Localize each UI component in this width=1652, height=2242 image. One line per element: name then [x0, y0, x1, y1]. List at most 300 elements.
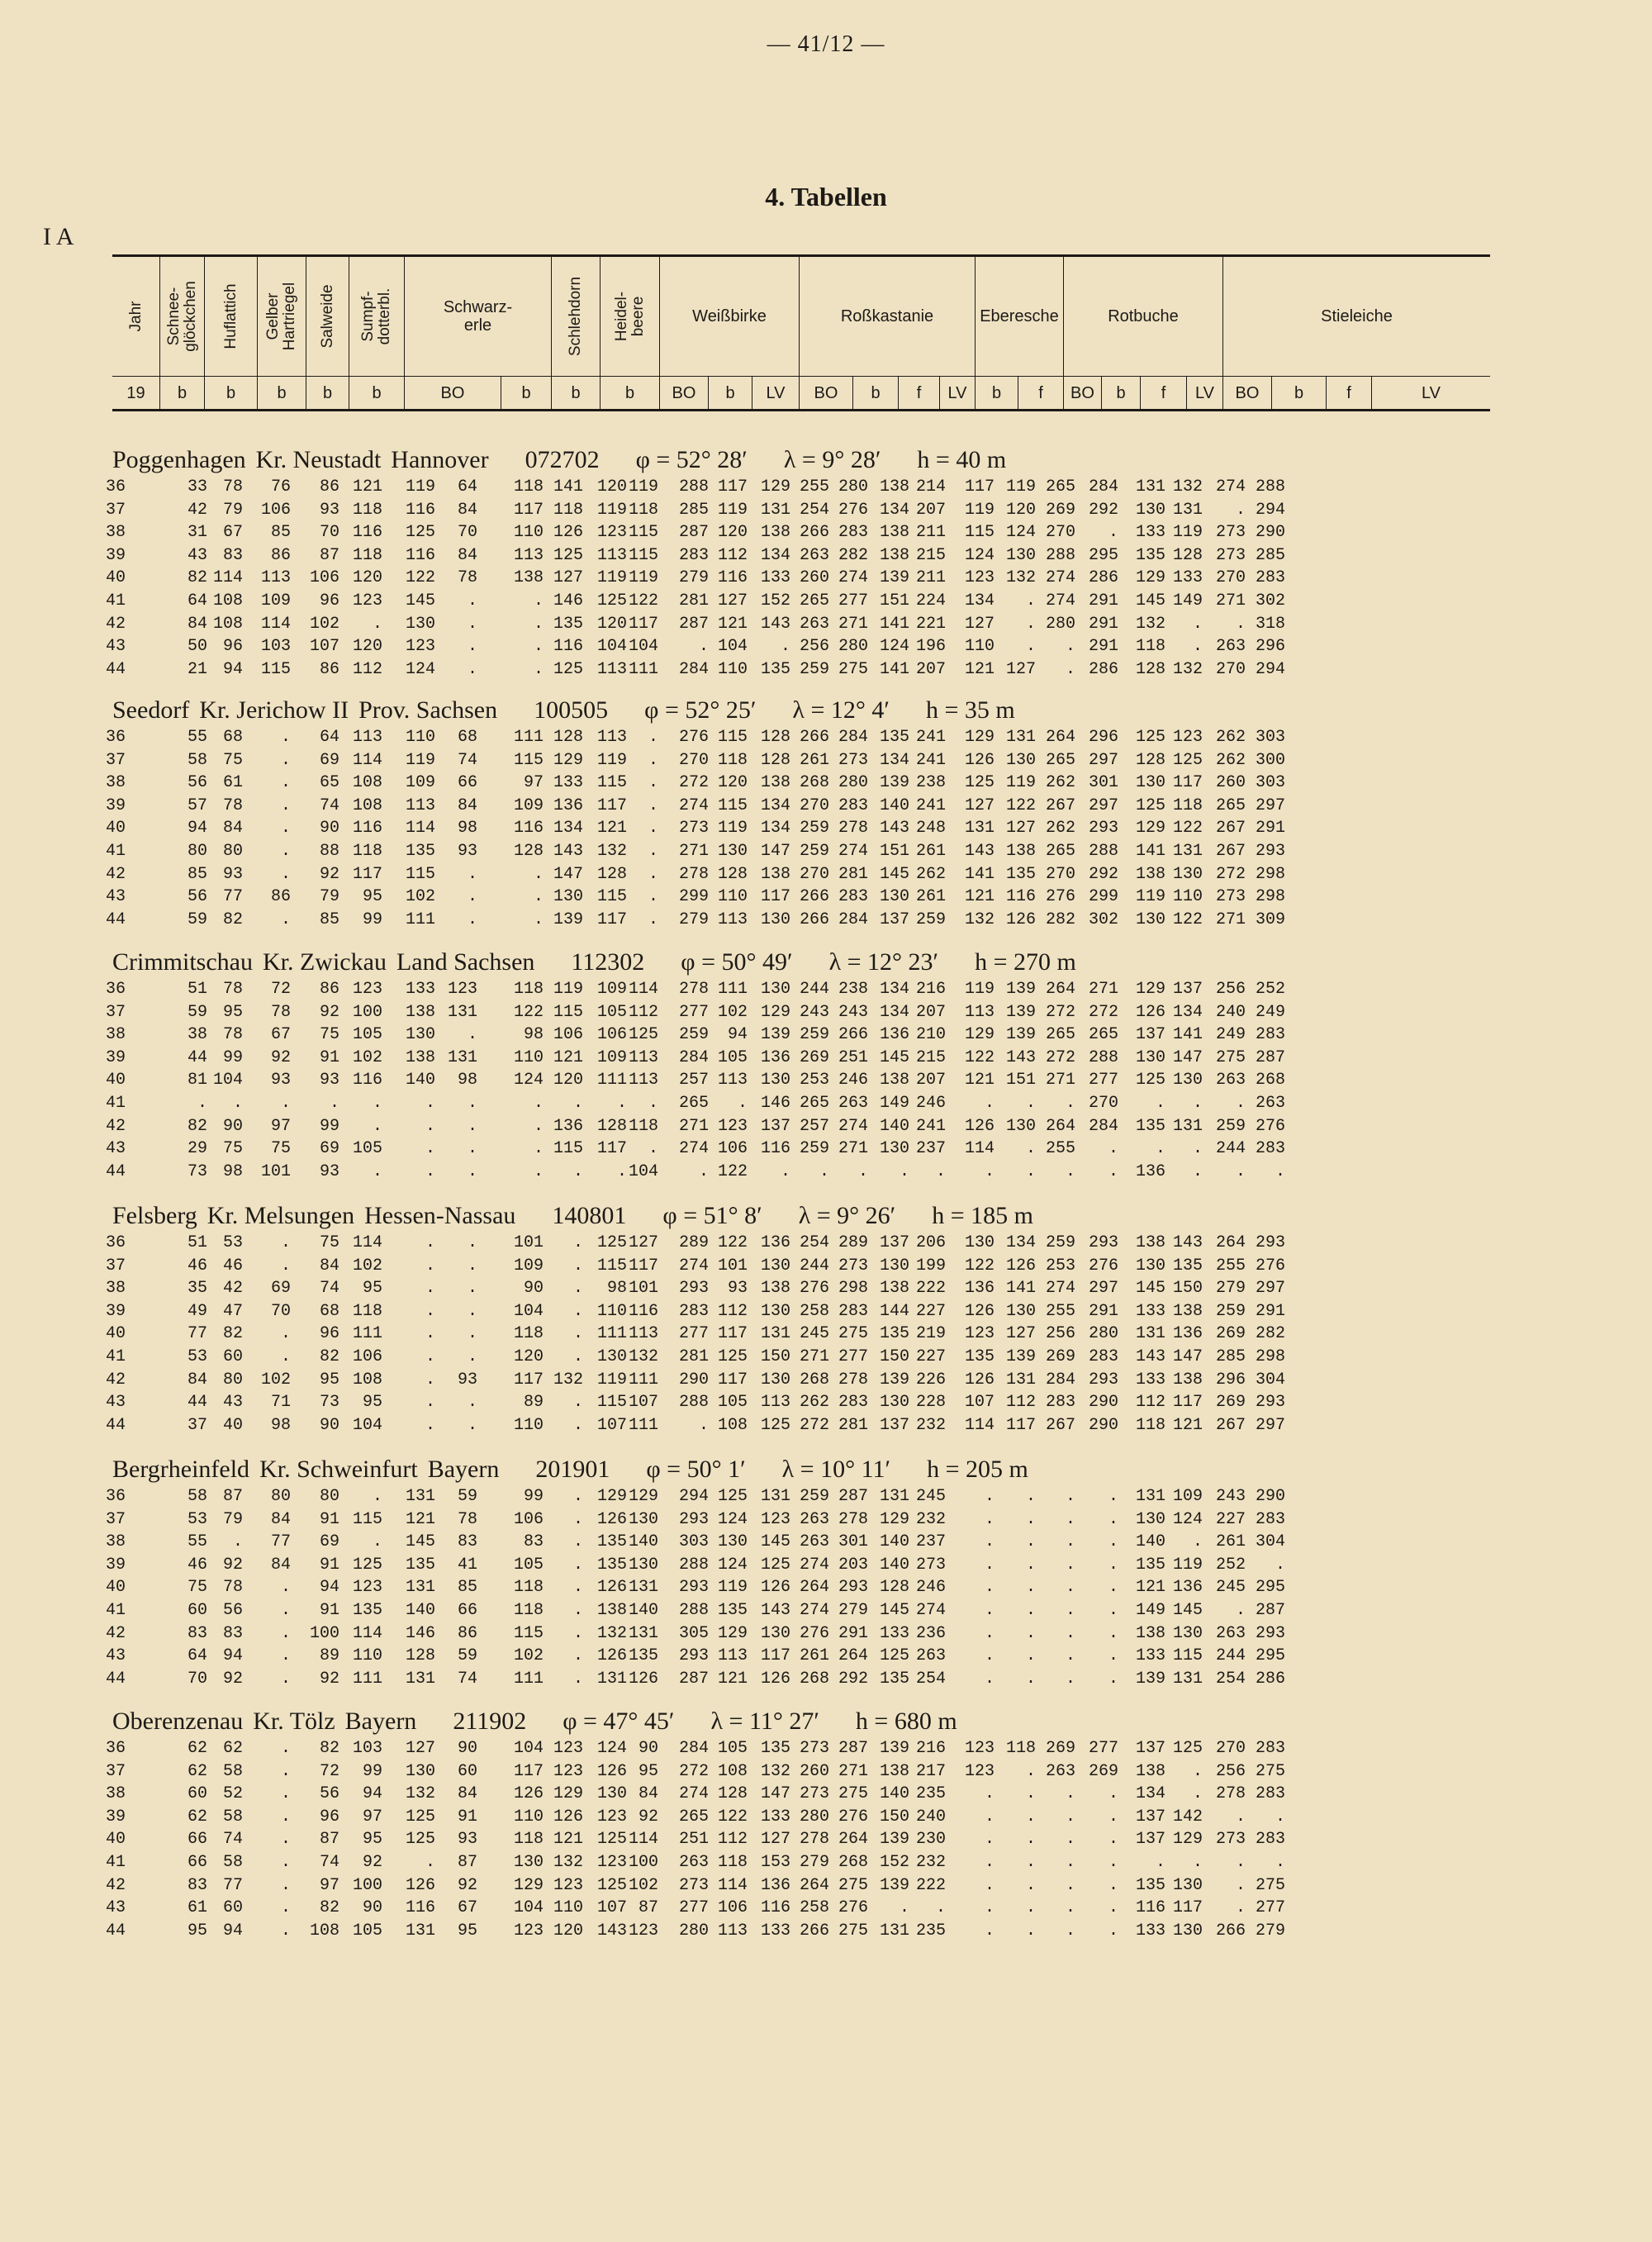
- table-cell: 275: [838, 1921, 868, 1940]
- table-cell: 40: [105, 1578, 126, 1598]
- table-cell: 118: [628, 1116, 658, 1136]
- table-cell: .: [467, 591, 477, 610]
- table-cell: 122: [628, 591, 658, 610]
- table-cell: 78: [457, 568, 477, 588]
- table-cell: .: [1108, 1646, 1118, 1666]
- station-name: Oberenzenau: [112, 1708, 244, 1735]
- header-jahr: [112, 257, 160, 376]
- table-cell: 130: [553, 887, 583, 907]
- table-cell: 284: [1045, 1370, 1075, 1389]
- table-cell: .: [533, 659, 544, 679]
- table-cell: 138: [879, 523, 909, 543]
- table-cell: 41: [457, 1555, 477, 1575]
- table-cell: 277: [838, 591, 868, 610]
- table-cell: 59: [457, 1646, 477, 1666]
- table-cell: 215: [915, 1047, 946, 1067]
- table-cell: 92: [270, 1047, 291, 1067]
- table-cell: 111: [628, 1370, 658, 1389]
- table-cell: .: [467, 1415, 477, 1435]
- table-cell: 287: [678, 523, 709, 543]
- table-cell: 111: [628, 659, 658, 679]
- table-cell: 288: [1045, 545, 1075, 565]
- table-cell: 272: [678, 1761, 709, 1781]
- table-cell: 108: [352, 796, 382, 815]
- table-cell: 119: [717, 819, 748, 838]
- table-cell: 109: [1172, 1487, 1203, 1506]
- table-cell: 283: [838, 523, 868, 543]
- header-subcell: b: [501, 377, 552, 410]
- table-cell: 219: [915, 1324, 946, 1344]
- table-cell: 256: [1215, 1761, 1246, 1781]
- table-cell: 143: [1172, 1233, 1203, 1252]
- table-cell: .: [984, 1921, 995, 1940]
- table-cell: 139: [879, 1370, 909, 1389]
- table-cell: 211: [915, 523, 946, 543]
- table-cell: 95: [222, 1002, 243, 1022]
- table-cell: 241: [915, 750, 946, 770]
- table-cell: 125: [1172, 1739, 1203, 1758]
- table-cell: 297: [1088, 1279, 1118, 1299]
- table-cell: .: [648, 750, 658, 770]
- table-cell: 129: [717, 1623, 748, 1643]
- table-cell: 294: [1255, 500, 1285, 520]
- table-cell: 37: [105, 1256, 126, 1275]
- table-cell: .: [572, 1623, 583, 1643]
- table-cell: 132: [964, 910, 995, 929]
- table-cell: 285: [678, 500, 709, 520]
- table-cell: 82: [222, 1324, 243, 1344]
- table-cell: .: [1065, 1669, 1075, 1689]
- table-cell: 283: [838, 1393, 868, 1413]
- table-cell: 67: [457, 1898, 477, 1918]
- table-row: [0, 865, 1652, 886]
- table-cell: 90: [319, 819, 339, 838]
- table-cell: .: [1108, 1875, 1118, 1895]
- table-cell: 113: [513, 545, 544, 565]
- table-cell: 122: [717, 1807, 748, 1826]
- table-cell: 203: [838, 1555, 868, 1575]
- table-cell: 132: [1172, 477, 1203, 496]
- table-cell: 78: [222, 1025, 243, 1045]
- table-cell: 135: [596, 1532, 627, 1552]
- table-cell: 101: [628, 1279, 658, 1299]
- table-cell: 271: [1088, 980, 1118, 999]
- table-cell: .: [1235, 1601, 1246, 1620]
- table-cell: 128: [596, 1116, 627, 1136]
- table-cell: 150: [760, 1347, 790, 1366]
- table-cell: 108: [717, 1761, 748, 1781]
- table-cell: .: [467, 1347, 477, 1366]
- header-stieleiche-label: Stieleiche: [1321, 307, 1393, 325]
- table-cell: 115: [352, 1509, 382, 1529]
- table-cell: 111: [405, 910, 435, 929]
- table-cell: 85: [187, 864, 207, 884]
- table-cell: 43: [105, 1393, 126, 1413]
- table-cell: 128: [596, 864, 627, 884]
- table-cell: .: [648, 796, 658, 815]
- table-cell: 94: [727, 1025, 748, 1045]
- table-cell: 114: [212, 568, 243, 588]
- table-cell: 93: [457, 842, 477, 861]
- table-cell: 273: [678, 1875, 709, 1895]
- station-land: Prov. Sachsen: [358, 696, 498, 724]
- table-cell: 293: [838, 1578, 868, 1598]
- table-cell: 266: [799, 910, 829, 929]
- table-cell: 284: [678, 1739, 709, 1758]
- table-cell: 39: [105, 545, 126, 565]
- table-row: [0, 773, 1652, 795]
- table-cell: 123: [596, 1807, 627, 1826]
- table-cell: .: [1025, 1646, 1036, 1666]
- table-cell: 130: [760, 1370, 790, 1389]
- table-cell: 126: [964, 1301, 995, 1321]
- table-cell: .: [1025, 1623, 1036, 1643]
- table-cell: 47: [222, 1301, 243, 1321]
- table-cell: 129: [596, 1487, 627, 1506]
- station-longitude: λ = 11° 27′: [710, 1708, 819, 1735]
- table-cell: 93: [457, 1830, 477, 1850]
- table-cell: 265: [1045, 477, 1075, 496]
- table-cell: 93: [319, 1071, 339, 1090]
- table-cell: .: [1235, 1898, 1246, 1918]
- table-cell: 40: [105, 1071, 126, 1090]
- table-cell: 277: [838, 1347, 868, 1366]
- table-cell: 85: [270, 523, 291, 543]
- table-cell: 207: [915, 1002, 946, 1022]
- table-cell: .: [329, 1094, 339, 1113]
- table-cell: 132: [553, 1370, 583, 1389]
- table-cell: .: [935, 1898, 946, 1918]
- table-cell: 139: [879, 1739, 909, 1758]
- table-cell: .: [1108, 1784, 1118, 1804]
- header-rosskastanie-label: Roßkastanie: [840, 307, 934, 325]
- table-cell: .: [280, 1347, 291, 1366]
- table-cell: 105: [717, 1739, 748, 1758]
- table-cell: 136: [964, 1279, 995, 1299]
- table-cell: 29: [187, 1139, 207, 1159]
- table-cell: 227: [915, 1301, 946, 1321]
- table-cell: 115: [260, 659, 291, 679]
- table-cell: 143: [879, 819, 909, 838]
- table-cell: 151: [879, 842, 909, 861]
- table-cell: .: [533, 910, 544, 929]
- table-cell: 207: [915, 659, 946, 679]
- table-cell: 114: [628, 980, 658, 999]
- table-cell: .: [1025, 1830, 1036, 1850]
- table-cell: 40: [105, 568, 126, 588]
- table-cell: 113: [760, 1393, 790, 1413]
- table-cell: 116: [628, 1301, 658, 1321]
- table-cell: 269: [799, 1047, 829, 1067]
- table-cell: 77: [187, 1324, 207, 1344]
- table-cell: 84: [638, 1784, 658, 1804]
- table-cell: 291: [1088, 591, 1118, 610]
- table-cell: 132: [596, 842, 627, 861]
- table-cell: 263: [1215, 637, 1246, 657]
- table-cell: 87: [457, 1853, 477, 1872]
- table-cell: 111: [596, 1324, 627, 1344]
- table-cell: 127: [717, 591, 748, 610]
- table-cell: 293: [1255, 1233, 1285, 1252]
- table-cell: 262: [1215, 750, 1246, 770]
- table-cell: 139: [1005, 1002, 1036, 1022]
- table-cell: 84: [270, 1555, 291, 1575]
- table-cell: 265: [1088, 1025, 1118, 1045]
- table-cell: 245: [799, 1324, 829, 1344]
- table-cell: 90: [457, 1739, 477, 1758]
- table-cell: 265: [799, 591, 829, 610]
- table-cell: 92: [222, 1555, 243, 1575]
- table-cell: 131: [1172, 1116, 1203, 1136]
- table-cell: 153: [760, 1853, 790, 1872]
- table-cell: 288: [678, 1601, 709, 1620]
- table-cell: 123: [1172, 728, 1203, 747]
- table-cell: 119: [1135, 887, 1165, 907]
- table-cell: 139: [760, 1025, 790, 1045]
- table-cell: 111: [628, 1415, 658, 1435]
- table-cell: 262: [799, 1393, 829, 1413]
- table-cell: 44: [105, 1669, 126, 1689]
- table-cell: 120: [1005, 500, 1036, 520]
- table-cell: 270: [678, 750, 709, 770]
- table-cell: 119: [596, 500, 627, 520]
- table-cell: 110: [405, 728, 435, 747]
- table-cell: 136: [1172, 1578, 1203, 1598]
- table-cell: 122: [1005, 796, 1036, 815]
- table-cell: 152: [760, 591, 790, 610]
- header-subcell: LV: [940, 377, 976, 410]
- table-cell: 95: [319, 1370, 339, 1389]
- table-cell: 42: [105, 1370, 126, 1389]
- table-cell: 36: [105, 980, 126, 999]
- table-cell: 116: [405, 1898, 435, 1918]
- table-cell: 126: [760, 1578, 790, 1598]
- table-cell: 117: [1172, 773, 1203, 793]
- table-cell: 119: [596, 1370, 627, 1389]
- table-cell: .: [984, 1578, 995, 1598]
- table-cell: 129: [1135, 568, 1165, 588]
- table-cell: 273: [1215, 545, 1246, 565]
- table-cell: 98: [457, 819, 477, 838]
- table-cell: 115: [1172, 1646, 1203, 1666]
- table-cell: 106: [513, 1509, 544, 1529]
- table-cell: 132: [596, 1623, 627, 1643]
- table-cell: 74: [319, 1279, 339, 1299]
- table-cell: 147: [1172, 1347, 1203, 1366]
- table-cell: 135: [879, 728, 909, 747]
- table-cell: 83: [222, 1623, 243, 1643]
- table-cell: .: [1025, 1578, 1036, 1598]
- table-cell: 245: [1215, 1578, 1246, 1598]
- table-cell: 140: [628, 1601, 658, 1620]
- table-row: [0, 1762, 1652, 1784]
- table-cell: 263: [678, 1853, 709, 1872]
- table-cell: .: [425, 1139, 435, 1159]
- table-cell: .: [467, 910, 477, 929]
- station-longitude: λ = 9° 26′: [798, 1202, 896, 1229]
- table-row: [0, 842, 1652, 863]
- table-cell: 281: [838, 864, 868, 884]
- table-cell: 279: [1215, 1279, 1246, 1299]
- table-cell: 113: [596, 545, 627, 565]
- table-cell: 53: [187, 1347, 207, 1366]
- table-cell: 133: [879, 1623, 909, 1643]
- table-cell: 78: [222, 796, 243, 815]
- table-cell: 271: [1215, 591, 1246, 610]
- table-cell: 59: [187, 1002, 207, 1022]
- table-cell: 131: [1005, 1370, 1036, 1389]
- table-cell: .: [1108, 1669, 1118, 1689]
- table-cell: 130: [1172, 1623, 1203, 1643]
- table-cell: 284: [1088, 477, 1118, 496]
- table-cell: 119: [1172, 523, 1203, 543]
- table-cell: .: [1025, 1875, 1036, 1895]
- table-cell: .: [1065, 1830, 1075, 1850]
- table-cell: 128: [1135, 659, 1165, 679]
- table-cell: 124: [513, 1071, 544, 1090]
- table-cell: .: [984, 1784, 995, 1804]
- table-cell: 274: [838, 1116, 868, 1136]
- table-cell: 86: [270, 545, 291, 565]
- table-cell: 287: [1255, 1047, 1285, 1067]
- table-cell: 277: [1255, 1898, 1285, 1918]
- table-cell: 121: [553, 1830, 583, 1850]
- table-cell: 66: [457, 1601, 477, 1620]
- table-cell: 35: [187, 1279, 207, 1299]
- table-cell: 104: [513, 1898, 544, 1918]
- table-cell: 131: [1005, 728, 1036, 747]
- table-cell: 292: [1088, 864, 1118, 884]
- table-cell: 130: [717, 842, 748, 861]
- table-cell: 302: [1255, 591, 1285, 610]
- table-cell: 62: [187, 1739, 207, 1758]
- table-cell: 141: [964, 864, 995, 884]
- station-code: 140801: [552, 1202, 627, 1229]
- table-cell: 238: [915, 773, 946, 793]
- table-cell: 36: [105, 477, 126, 496]
- table-cell: 82: [222, 910, 243, 929]
- table-cell: 95: [638, 1761, 658, 1781]
- table-cell: 107: [964, 1393, 995, 1413]
- header-gelber-hartriegel-label: Gelber Hartriegel: [264, 282, 298, 351]
- table-cell: 259: [799, 819, 829, 838]
- table-cell: 134: [760, 819, 790, 838]
- table-cell: 283: [1255, 1830, 1285, 1850]
- table-cell: 216: [915, 1739, 946, 1758]
- table-cell: 65: [319, 773, 339, 793]
- table-cell: 261: [799, 750, 829, 770]
- table-cell: 116: [352, 523, 382, 543]
- table-cell: 118: [553, 500, 583, 520]
- table-cell: 271: [799, 1347, 829, 1366]
- table-cell: 67: [270, 1025, 291, 1045]
- table-cell: 125: [405, 1807, 435, 1826]
- table-cell: 49: [187, 1301, 207, 1321]
- table-cell: 102: [352, 1256, 382, 1275]
- table-cell: 291: [1255, 819, 1285, 838]
- table-cell: 42: [105, 1623, 126, 1643]
- table-cell: 97: [270, 1116, 291, 1136]
- table-cell: .: [533, 591, 544, 610]
- table-cell: .: [1235, 1094, 1246, 1113]
- table-cell: 112: [1135, 1393, 1165, 1413]
- table-cell: .: [984, 1601, 995, 1620]
- table-cell: 268: [799, 1669, 829, 1689]
- table-cell: 100: [309, 1623, 339, 1643]
- table-cell: 135: [1005, 864, 1036, 884]
- table-cell: .: [1025, 1487, 1036, 1506]
- table-cell: 58: [222, 1853, 243, 1872]
- table-row: [0, 1347, 1652, 1369]
- table-cell: 296: [1215, 1370, 1246, 1389]
- table-cell: 293: [678, 1578, 709, 1598]
- table-cell: 119: [1005, 773, 1036, 793]
- table-cell: 99: [222, 1047, 243, 1067]
- table-cell: 118: [352, 545, 382, 565]
- table-cell: 150: [879, 1347, 909, 1366]
- table-cell: 125: [964, 773, 995, 793]
- table-cell: 137: [879, 1233, 909, 1252]
- table-cell: .: [467, 637, 477, 657]
- table-cell: 37: [105, 1761, 126, 1781]
- table-cell: 109: [513, 796, 544, 815]
- table-cell: 134: [1135, 1784, 1165, 1804]
- table-cell: 118: [717, 1853, 748, 1872]
- table-cell: 84: [319, 1256, 339, 1275]
- table-cell: 58: [222, 1761, 243, 1781]
- table-cell: 119: [1005, 477, 1036, 496]
- header-schwarzerle-label: Schwarz- erle: [443, 298, 513, 335]
- table-cell: 128: [717, 1784, 748, 1804]
- station-latitude: φ = 47° 45′: [563, 1708, 675, 1735]
- table-row: [0, 887, 1652, 909]
- table-cell: .: [1108, 1509, 1118, 1529]
- table-cell: .: [467, 659, 477, 679]
- table-cell: 141: [879, 659, 909, 679]
- table-cell: 43: [105, 637, 126, 657]
- table-cell: 102: [513, 1646, 544, 1666]
- table-cell: .: [467, 1256, 477, 1275]
- table-cell: 138: [760, 773, 790, 793]
- table-cell: 224: [915, 591, 946, 610]
- table-cell: 283: [1255, 1139, 1285, 1159]
- table-cell: 78: [457, 1509, 477, 1529]
- table-cell: 110: [717, 659, 748, 679]
- table-cell: 105: [352, 1025, 382, 1045]
- table-cell: 97: [319, 1875, 339, 1895]
- table-cell: 303: [678, 1532, 709, 1552]
- station-kreis: Kr. Jerichow II: [199, 696, 349, 724]
- table-cell: 143: [596, 1921, 627, 1940]
- table-cell: 115: [596, 773, 627, 793]
- table-cell: .: [984, 1555, 995, 1575]
- table-cell: 77: [222, 1875, 243, 1895]
- table-cell: 123: [553, 1875, 583, 1895]
- table-cell: 272: [1215, 864, 1246, 884]
- table-cell: 110: [596, 1301, 627, 1321]
- table-cell: 88: [319, 842, 339, 861]
- table-cell: 137: [760, 1116, 790, 1136]
- table-cell: 146: [405, 1623, 435, 1643]
- table-cell: 38: [187, 1025, 207, 1045]
- table-cell: 270: [1045, 523, 1075, 543]
- table-cell: 123: [447, 980, 477, 999]
- table-cell: .: [572, 1161, 583, 1181]
- table-cell: 263: [1255, 1094, 1285, 1113]
- table-cell: .: [1065, 1784, 1075, 1804]
- table-cell: 278: [799, 1830, 829, 1850]
- table-cell: 75: [222, 1139, 243, 1159]
